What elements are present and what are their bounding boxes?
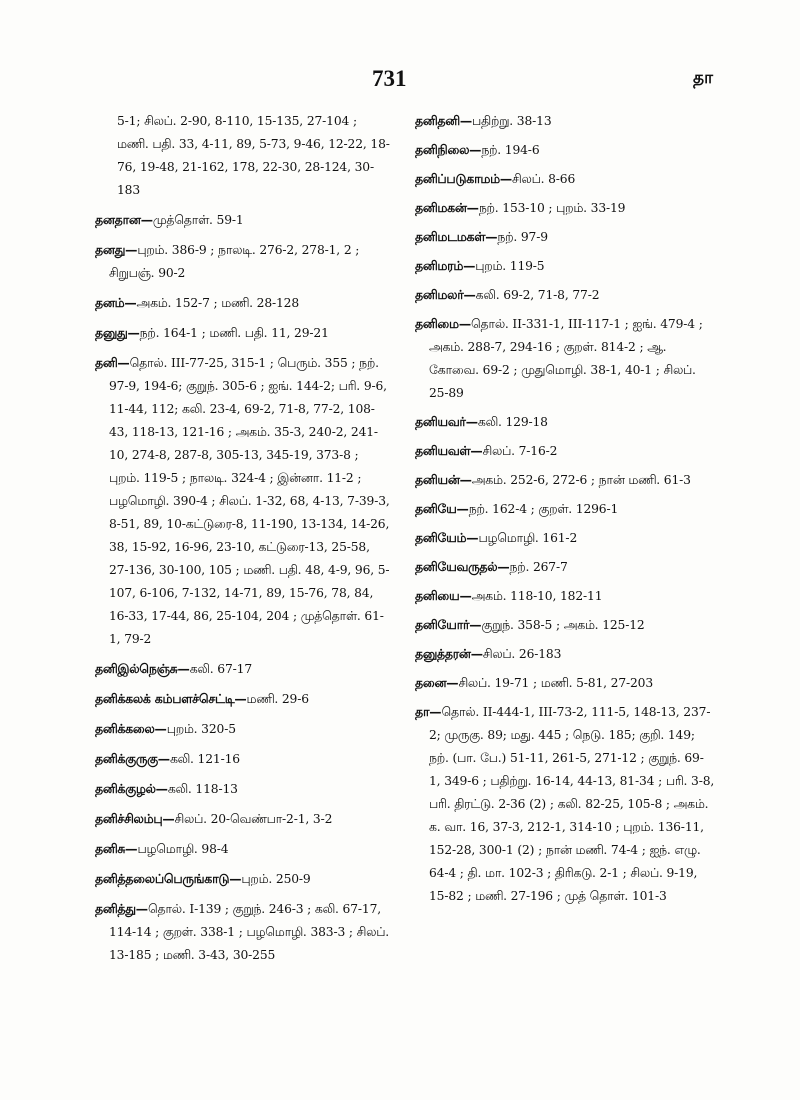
entry-refs: நற். 153-10 ; புறம். 33-19 bbox=[478, 201, 626, 215]
entry-headword: தனிக்கலக் கம்பளச்செட்டி bbox=[95, 692, 235, 706]
index-entry bbox=[415, 284, 715, 307]
entry-refs: புறம். 250-9 bbox=[241, 872, 311, 886]
entry-dash: — bbox=[469, 618, 482, 632]
entry-dash: — bbox=[459, 473, 472, 487]
page-number: 731 bbox=[372, 66, 407, 91]
entry-dash: — bbox=[154, 722, 167, 736]
entry-dash: — bbox=[157, 752, 170, 766]
index-entry bbox=[415, 498, 715, 521]
index-entry bbox=[415, 313, 715, 405]
entry-dash: — bbox=[499, 172, 513, 186]
entry-headword: தனியேம் bbox=[415, 531, 467, 545]
index-entry bbox=[95, 778, 390, 801]
entry-refs: கலி. 69-2, 71-8, 77-2 bbox=[475, 288, 600, 302]
entry-headword: தனிஇல்நெஞ்சு bbox=[95, 662, 178, 676]
index-entry bbox=[95, 868, 390, 891]
entry-dash: — bbox=[469, 143, 482, 157]
entry-headword: தனிதனி bbox=[415, 114, 460, 128]
entry-headword: தனிப்படுகாமம் bbox=[415, 172, 500, 186]
entry-headword: தனுத்தரன் bbox=[415, 647, 471, 661]
index-entry bbox=[415, 527, 715, 550]
entry-refs: நற். 267-7 bbox=[509, 560, 568, 574]
entry-headword: தனதான bbox=[95, 213, 141, 227]
index-entry bbox=[415, 643, 715, 666]
index-entry bbox=[95, 718, 390, 741]
entry-refs: அகம். 152-7 ; மணி. 28-128 bbox=[136, 296, 300, 310]
entry-headword: தனியவர் bbox=[415, 415, 466, 429]
entry-refs: கலி. 67-17 bbox=[189, 662, 252, 676]
entry-refs: புறம். 119-5 bbox=[475, 259, 545, 273]
index-entry bbox=[95, 748, 390, 771]
entry-headword: தா bbox=[415, 705, 430, 719]
entry-dash: — bbox=[127, 326, 140, 340]
entry-dash: — bbox=[125, 842, 138, 856]
right-entries bbox=[415, 110, 715, 908]
entry-refs: சிலப். 7-16-2 bbox=[482, 444, 558, 458]
entry-dash: — bbox=[140, 213, 153, 227]
entry-refs: சிலப். 8-66 bbox=[512, 172, 576, 186]
entry-refs: கலி. 118-13 bbox=[167, 782, 238, 796]
entry-headword: தனுது bbox=[95, 326, 128, 340]
index-entry bbox=[415, 168, 715, 191]
index-entry bbox=[95, 322, 390, 345]
entry-refs: மணி. 29-6 bbox=[246, 692, 309, 706]
entry-dash: — bbox=[470, 647, 483, 661]
index-entry bbox=[95, 838, 390, 861]
entry-refs: நற். 97-9 bbox=[497, 230, 548, 244]
entry-refs: புறம். 320-5 bbox=[166, 722, 236, 736]
index-entry bbox=[415, 411, 715, 434]
entry-refs: கலி. 129-18 bbox=[477, 415, 548, 429]
entry-refs: தொல். III-77-25, 315-1 ; பெரும். 355 ; நற். 97-9, 194-6; குறுந். 305-6 ; ஐங். 144-2; பரி. 9-6, 11-44, 112; கலி. 23-4, 69-2, 71-8, 77-2, 108-43, 118-13, 121-16 ; அகம். 35-3, 240-2, 241-10, 274-8, 287-8, 305-13, 345-19, 373-8 ; புறம். 119-5 ; நாலடி. 324-4 ; இன்னா. 11-2 ; பழமொழி. 390-4 ; சிலப். 1-32, 68, 4-13, 7-39-3, 8-51, 89, 10-கட்டுரை-8, 11-190, 13-134, 14-26, 38, 15-92, 16-96, 23-10, கட்டுரை-13, 25-58, 27-136, 30-100, 105 ; மணி. பதி. 48, 4-9, 96, 5-107, 6-106, 7-132, 14-71, 89, 15-76, 78, 84, 16-33, 17-44, 86, 25-104, 204 ; முத்தொள். 61-1, 79-2 bbox=[109, 356, 390, 646]
entry-headword: தனிமகன் bbox=[415, 201, 467, 215]
entry-headword: தனிக்குழல் bbox=[95, 782, 156, 796]
entry-refs: 5-1; சிலப். 2-90, 8-110, 15-135, 27-104 ; மணி. பதி. 33, 4-11, 89, 5-73, 9-46, 12-22, 18-76, 19-48, 21-162, 178, 22-30, 28-124, 30-183 bbox=[117, 114, 390, 197]
entry-refs: தொல். II-331-1, III-117-1 ; ஐங். 479-4 ; அகம். 288-7, 294-16 ; குறள். 814-2 ; ஆ. கோவை. 69-2 ; முதுமொழி. 38-1, 40-1 ; சிலப். 25-89 bbox=[429, 317, 703, 400]
index-entry bbox=[95, 209, 390, 232]
entry-refs: பழமொழி. 161-2 bbox=[478, 531, 578, 545]
index-entry bbox=[415, 440, 715, 463]
entry-headword: தனம் bbox=[95, 296, 125, 310]
index-entry bbox=[415, 139, 715, 162]
entry-dash: — bbox=[429, 705, 442, 719]
entry-dash: — bbox=[459, 114, 472, 128]
entry-dash: — bbox=[485, 230, 498, 244]
entry-headword: தனியோர் bbox=[415, 618, 470, 632]
index-entry bbox=[95, 898, 390, 967]
entry-refs: அகம். 252-6, 272-6 ; நான் மணி. 61-3 bbox=[471, 473, 691, 487]
entry-headword: தனிமை bbox=[415, 317, 459, 331]
entry-dash: — bbox=[463, 288, 476, 302]
entry-headword: தனி bbox=[95, 356, 118, 370]
entry-dash: — bbox=[466, 531, 479, 545]
index-entry bbox=[415, 672, 715, 695]
entry-headword: தனை bbox=[415, 676, 447, 690]
entry-headword: தனிக்குருகு bbox=[95, 752, 158, 766]
entry-dash: — bbox=[446, 676, 459, 690]
entry-dash: — bbox=[229, 872, 242, 886]
entry-dash: — bbox=[463, 259, 476, 273]
left-column bbox=[95, 110, 390, 974]
entry-dash: — bbox=[459, 589, 472, 603]
entry-dash: — bbox=[466, 201, 479, 215]
entry-dash: — bbox=[458, 317, 471, 331]
entry-refs: நற். 162-4 ; குறள். 1296-1 bbox=[468, 502, 619, 516]
entry-headword: தனியை bbox=[415, 589, 460, 603]
left-entries bbox=[95, 209, 390, 967]
entry-dash: — bbox=[234, 692, 247, 706]
index-entry bbox=[415, 226, 715, 249]
index-entry bbox=[95, 658, 390, 681]
entry-refs: குறுந். 358-5 ; அகம். 125-12 bbox=[481, 618, 645, 632]
index-entry bbox=[415, 701, 715, 908]
entry-dash: — bbox=[135, 902, 148, 916]
index-entry bbox=[95, 352, 390, 651]
index-entry bbox=[415, 255, 715, 278]
entry-refs: சிலப். 20-வெண்பா-2-1, 3-2 bbox=[174, 812, 333, 826]
entry-refs: அகம். 118-10, 182-11 bbox=[471, 589, 603, 603]
entry-refs: தொல். II-444-1, III-73-2, 111-5, 148-13, 237-2; முருகு. 89; மது. 445 ; நெடு. 185; குறி. 149; நற். (பா. பே.) 51-11, 261-5, 271-12 ; குறுந். 69-1, 349-6 ; பதிற்று. 16-14, 44-13, 81-34 ; பரி. 3-8, பரி. திரட்டு. 2-36 (2) ; கலி. 82-25, 105-8 ; அகம். க. வா. 16, 37-3, 212-1, 314-10 ; புறம். 136-11, 152-28, 300-1 (2) ; நான் மணி. 74-4 ; ஐந். எழு. 64-4 ; தி. மா. 102-3 ; திரிகடு. 2-1 ; சிலப். 9-19, 15-82 ; மணி. 27-196 ; முத் தொள். 101-3 bbox=[429, 705, 715, 903]
entry-dash: — bbox=[162, 812, 175, 826]
entry-headword: தனிச்சிலம்பு bbox=[95, 812, 163, 826]
entry-headword: தனிமரம் bbox=[415, 259, 464, 273]
entry-headword: தனது bbox=[95, 243, 126, 257]
entry-headword: தனிநிலை bbox=[415, 143, 470, 157]
entry-headword: தனித்து bbox=[95, 902, 136, 916]
entry-dash: — bbox=[497, 560, 510, 574]
entry-dash: — bbox=[124, 296, 137, 310]
index-entry bbox=[415, 585, 715, 608]
entry-refs: நற். 164-1 ; மணி. பதி. 11, 29-21 bbox=[139, 326, 329, 340]
entry-refs: புறம். 386-9 ; நாலடி. 276-2, 278-1, 2 ; சிறுபஞ். 90-2 bbox=[109, 243, 360, 280]
entry-headword: தனியன் bbox=[415, 473, 460, 487]
index-entry bbox=[415, 556, 715, 579]
index-entry bbox=[415, 197, 715, 220]
entry-refs: கலி. 121-16 bbox=[169, 752, 240, 766]
entry-headword: தனிசு bbox=[95, 842, 126, 856]
index-entry bbox=[95, 688, 390, 711]
index-entry bbox=[415, 614, 715, 637]
entry-headword: தனிமலர் bbox=[415, 288, 464, 302]
index-entry bbox=[95, 292, 390, 315]
right-column bbox=[415, 110, 715, 914]
running-head: தா bbox=[693, 68, 713, 88]
entry-refs: பழமொழி. 98-4 bbox=[137, 842, 229, 856]
index-entry bbox=[415, 110, 715, 133]
entry-dash: — bbox=[125, 243, 138, 257]
entry-refs: நற். 194-6 bbox=[481, 143, 540, 157]
entry-headword: தனியே bbox=[415, 502, 457, 516]
entry-refs: பதிற்று. 38-13 bbox=[472, 114, 552, 128]
entry-headword: தனியேவருதல் bbox=[415, 560, 498, 574]
entry-headword: தனித்தலைப்பெருங்காடு bbox=[95, 872, 230, 886]
entry-dash: — bbox=[465, 415, 478, 429]
index-entry bbox=[95, 808, 390, 831]
entry-headword: தனிமடமகள் bbox=[415, 230, 486, 244]
entry-dash: — bbox=[155, 782, 168, 796]
entry-refs: தொல். I-139 ; குறுந். 246-3 ; கலி. 67-17, 114-14 ; குறள். 338-1 ; பழமொழி. 383-3 ; சிலப். 13-185 ; மணி. 3-43, 30-255 bbox=[109, 902, 389, 962]
entry-refs: முத்தொள். 59-1 bbox=[152, 213, 244, 227]
continued-entry bbox=[95, 110, 390, 202]
entry-dash: — bbox=[470, 444, 483, 458]
entry-dash: — bbox=[117, 356, 130, 370]
entry-refs: சிலப். 26-183 bbox=[482, 647, 562, 661]
entry-dash: — bbox=[177, 662, 190, 676]
index-entry bbox=[95, 239, 390, 285]
entry-headword: தனிக்கலை bbox=[95, 722, 155, 736]
entry-dash: — bbox=[456, 502, 469, 516]
index-entry bbox=[415, 469, 715, 492]
entry-refs: சிலப். 19-71 ; மணி. 5-81, 27-203 bbox=[458, 676, 654, 690]
entry-headword: தனியவள் bbox=[415, 444, 471, 458]
